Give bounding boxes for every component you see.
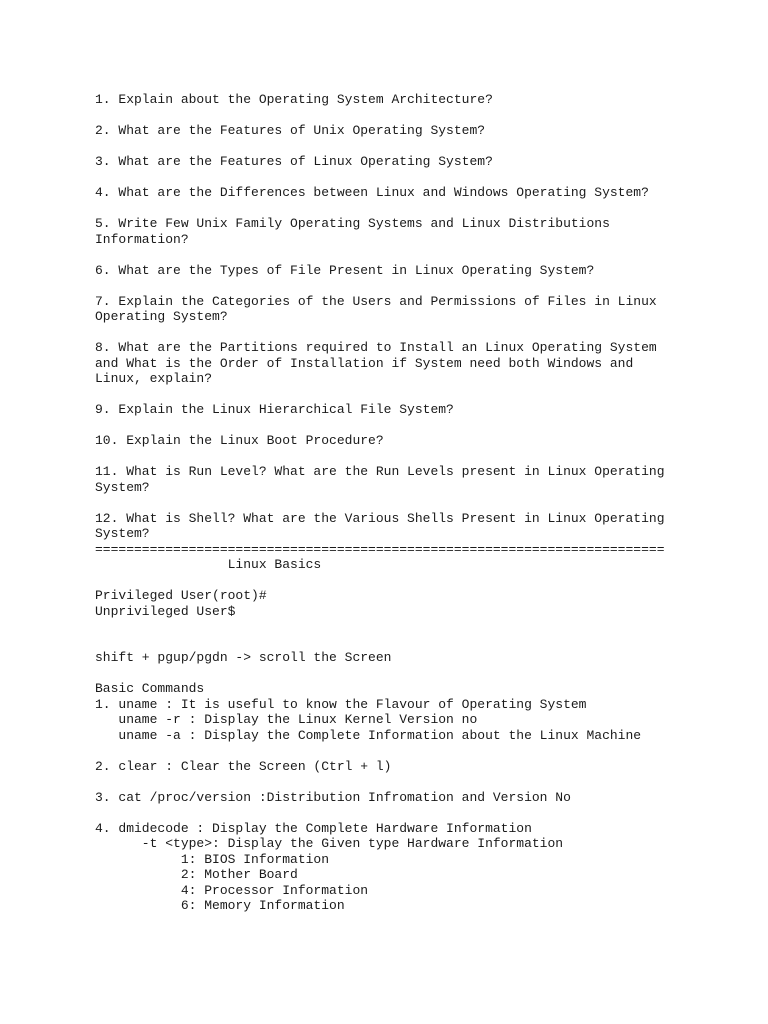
- command-dmidecode: [95, 821, 735, 914]
- document-page: [95, 92, 735, 914]
- user-prompts: [95, 588, 735, 619]
- command-line: 1: BIOS Information: [95, 851, 330, 867]
- question-line: 4. What are the Differences between Linux and Windows Operating System?: [95, 185, 649, 200]
- question-8: [95, 340, 735, 387]
- question-10: [95, 433, 735, 449]
- question-line: 9. Explain the Linux Hierarchical File System?: [95, 402, 454, 417]
- question-6: [95, 263, 735, 279]
- question-line: 1. Explain about the Operating System Architecture?: [95, 92, 493, 107]
- question-line: 11. What is Run Level? What are the Run Levels present in Linux Operating: [95, 464, 665, 479]
- question-line: Operating System?: [95, 309, 228, 324]
- question-9: [95, 402, 735, 418]
- question-line: Linux, explain?: [95, 371, 213, 386]
- basic-commands-heading: Basic Commands: [95, 681, 205, 696]
- unprivileged-user-prompt: Unprivileged User$: [95, 603, 236, 619]
- question-line: 6. What are the Types of File Present in Linux Operating System?: [95, 262, 595, 278]
- question-2: [95, 123, 735, 139]
- question-line: 10. Explain the Linux Boot Procedure?: [95, 433, 384, 448]
- question-line: 2. What are the Features of Unix Operating System?: [95, 123, 486, 138]
- scroll-tip: shift + pgup/pgdn -> scroll the Screen: [95, 650, 392, 665]
- command-line: 2: Mother Board: [95, 867, 298, 882]
- command-clear: 2. clear : Clear the Screen (Ctrl + l): [95, 758, 392, 774]
- command-line: 6: Memory Information: [95, 898, 345, 913]
- question-line: 8. What are the Partitions required to Install an Linux Operating System: [95, 340, 657, 355]
- question-line: System?: [95, 479, 150, 495]
- question-4: [95, 185, 735, 201]
- command-line: 4. dmidecode : Display the Complete Hardware Information: [95, 820, 532, 836]
- question-line: System?: [95, 526, 150, 541]
- question-line: and What is the Order of Installation if System need both Windows and: [95, 355, 634, 371]
- question-11: [95, 464, 735, 495]
- separator-line: =========================================================================: [95, 541, 665, 557]
- question-3: [95, 154, 735, 170]
- section-title: Linux Basics: [95, 557, 322, 572]
- basic-commands-section: [95, 681, 735, 914]
- question-line: 5. Write Few Unix Family Operating Systems and Linux Distributions: [95, 216, 610, 231]
- question-list: [95, 92, 735, 542]
- question-line: Information?: [95, 231, 189, 247]
- question-7: [95, 294, 735, 325]
- question-12: [95, 511, 735, 542]
- question-5: [95, 216, 735, 247]
- question-line: 3. What are the Features of Linux Operating System?: [95, 154, 493, 169]
- command-line: 4: Processor Information: [95, 882, 369, 898]
- question-line: 12. What is Shell? What are the Various Shells Present in Linux Operating: [95, 510, 665, 526]
- command-cat: 3. cat /proc/version :Distribution Infromation and Version No: [95, 789, 571, 805]
- question-1: [95, 92, 735, 108]
- command-line: 1. uname : It is useful to know the Flavour of Operating System: [95, 696, 587, 712]
- command-line: uname -a : Display the Complete Information about the Linux Machine: [95, 727, 642, 743]
- question-line: 7. Explain the Categories of the Users and Permissions of Files in Linux: [95, 293, 657, 309]
- command-uname: [95, 697, 735, 744]
- command-line: uname -r : Display the Linux Kernel Version no: [95, 712, 478, 727]
- command-line: -t <type>: Display the Given type Hardware Information: [95, 836, 564, 851]
- privileged-user-prompt: Privileged User(root)#: [95, 588, 267, 603]
